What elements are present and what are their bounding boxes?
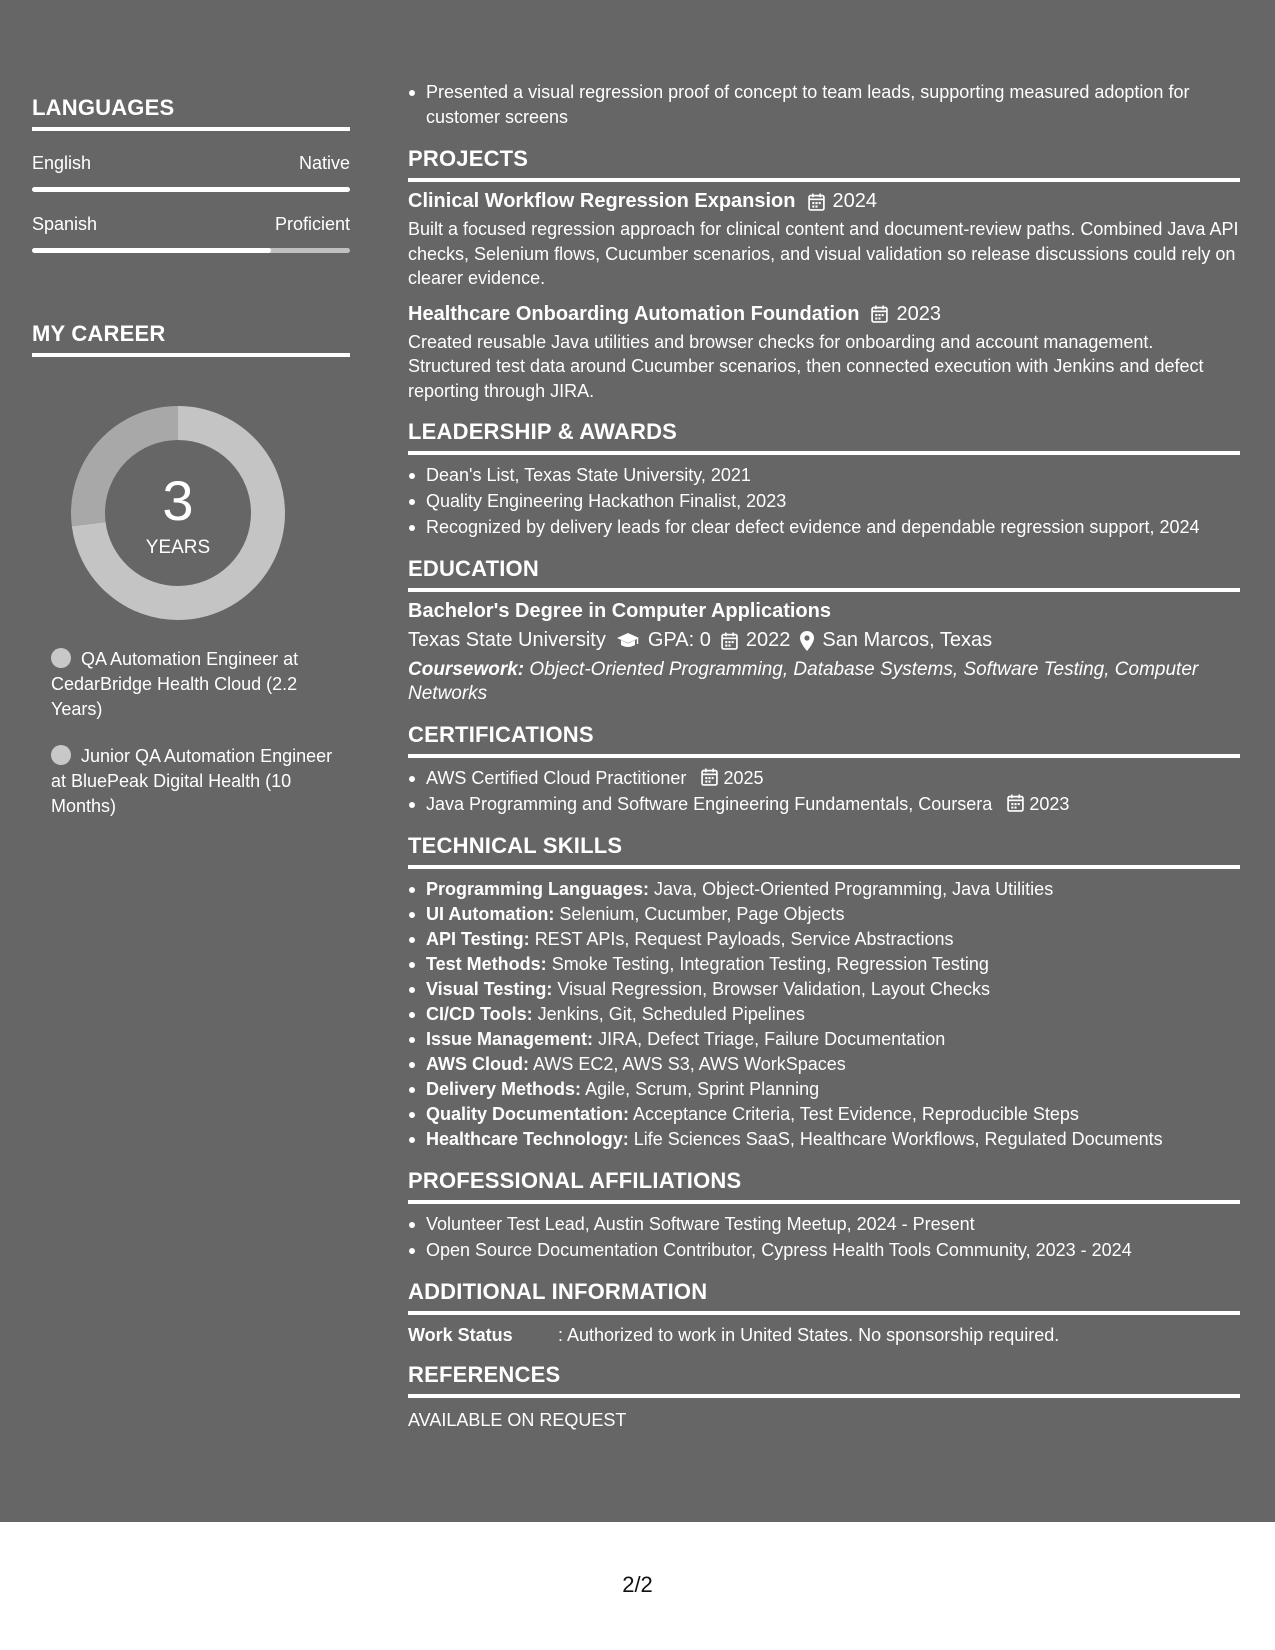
skill-value: Acceptance Criteria, Test Evidence, Reproducible Steps (633, 1104, 1079, 1124)
graduation-cap-icon (616, 632, 640, 650)
work-status-label: Work Status (408, 1325, 513, 1345)
skill-label: Quality Documentation: (426, 1104, 630, 1124)
skill-value: Life Sciences SaaS, Healthcare Workflows, Regulated Documents (633, 1129, 1163, 1149)
career-years-label: YEARS (145, 537, 211, 558)
skill-value: JIRA, Defect Triage, Failure Documentation (598, 1029, 946, 1049)
skills-list (408, 877, 1240, 1152)
skill-item (408, 977, 1240, 1002)
career-item-text: QA Automation Engineer at CedarBridge Health Cloud (2.2 Years) (51, 649, 299, 719)
skills-title: TECHNICAL SKILLS (408, 833, 1240, 869)
skill-item (408, 1102, 1240, 1127)
skill-item (408, 1027, 1240, 1052)
calendar-icon (701, 768, 718, 786)
skill-value: Agile, Scrum, Sprint Planning (585, 1079, 820, 1099)
skill-value: AWS EC2, AWS S3, AWS WorkSpaces (533, 1054, 846, 1074)
skill-value: Visual Regression, Browser Validation, Layout Checks (557, 979, 990, 999)
map-pin-icon (800, 631, 814, 651)
education-year: 2022 (745, 629, 791, 651)
page-number: 2/2 (622, 1572, 653, 1597)
leadership-item: Recognized by delivery leads for clear defect evidence and dependable regression support, 2024 (408, 515, 1240, 540)
skill-value: Java, Object-Oriented Programming, Java Utilities (654, 879, 1054, 899)
language-level: Native (298, 153, 350, 173)
certifications-list (408, 766, 1240, 817)
languages-title: LANGUAGES (32, 95, 350, 131)
education-coursework (408, 658, 1240, 706)
project-description: Created reusable Java utilities and browser checks for onboarding and account management. Structured test data around Cucumber scenarios, then connected execution with Jenkins and defect reporting through JIRA. (408, 331, 1204, 401)
certification-year: 2025 (723, 768, 764, 788)
education-title: EDUCATION (408, 556, 1240, 592)
certification-name: AWS Certified Cloud Practitioner (426, 768, 687, 788)
skill-item (408, 877, 1240, 902)
bullet-dot-icon (51, 745, 71, 765)
skill-label: Issue Management: (426, 1029, 594, 1049)
skill-item (408, 1077, 1240, 1102)
language-item (32, 214, 350, 253)
calendar-icon (721, 632, 738, 650)
skill-value: REST APIs, Request Payloads, Service Abstractions (534, 929, 954, 949)
career-item (51, 647, 341, 722)
left-column (32, 95, 350, 819)
additional-info-title: ADDITIONAL INFORMATION (408, 1279, 1240, 1315)
leadership-title: LEADERSHIP & AWARDS (408, 419, 1240, 455)
skill-value: Jenkins, Git, Scheduled Pipelines (537, 1004, 805, 1024)
career-item-text: Junior QA Automation Engineer at BluePeak Digital Health (10 Months) (51, 746, 333, 816)
leadership-item: Quality Engineering Hackathon Finalist, 2023 (408, 489, 1240, 514)
skill-item (408, 1127, 1240, 1152)
project-item (408, 190, 1240, 291)
skill-item (408, 927, 1240, 952)
skill-label: UI Automation: (426, 904, 555, 924)
project-description: Built a focused regression approach for clinical content and document-review paths. Combined Java API checks, Selenium flows, Cucumber scenarios, and visual validation so release discussions could rely on clearer evidence. (408, 219, 1239, 288)
certifications-title: CERTIFICATIONS (408, 722, 1240, 758)
right-column (408, 80, 1240, 1431)
skill-item (408, 952, 1240, 977)
calendar-icon (808, 193, 825, 211)
skill-label: Programming Languages: (426, 879, 650, 899)
career-years-donut (66, 401, 290, 625)
education-school: Texas State University (408, 629, 606, 651)
skill-value: Selenium, Cucumber, Page Objects (559, 904, 845, 924)
language-level: Proficient (274, 214, 350, 234)
language-name: Spanish (32, 214, 98, 234)
education-degree: Bachelor's Degree in Computer Applications (408, 600, 831, 622)
references-title: REFERENCES (408, 1362, 1240, 1398)
skill-label: Visual Testing: (426, 979, 553, 999)
skill-label: API Testing: (426, 929, 530, 949)
education-gpa: GPA: 0 (647, 629, 711, 651)
affiliation-item: Open Source Documentation Contributor, Cypress Health Tools Community, 2023 - 2024 (408, 1238, 1240, 1263)
skill-item (408, 1002, 1240, 1027)
language-item (32, 153, 350, 192)
certification-name: Java Programming and Software Engineering Fundamentals, Coursera (426, 794, 993, 814)
project-item (408, 303, 1240, 404)
education-location: San Marcos, Texas (822, 629, 993, 651)
projects-title: PROJECTS (408, 146, 1240, 182)
career-item (51, 744, 341, 819)
skill-label: AWS Cloud: (426, 1054, 529, 1074)
skill-label: Healthcare Technology: (426, 1129, 629, 1149)
career-title: MY CAREER (32, 321, 350, 357)
project-year: 2023 (896, 302, 941, 325)
affiliation-item: Volunteer Test Lead, Austin Software Testing Meetup, 2024 - Present (408, 1212, 1240, 1237)
language-level-bar (32, 187, 350, 192)
education-meta (408, 629, 1240, 652)
experience-bullet: Presented a visual regression proof of concept to team leads, supporting measured adoption for customer screens (408, 80, 1240, 130)
skill-label: Test Methods: (426, 954, 547, 974)
project-name: Healthcare Onboarding Automation Foundation (408, 302, 860, 325)
references-text: AVAILABLE ON REQUEST (408, 1410, 627, 1430)
project-year: 2024 (832, 190, 877, 212)
coursework-label: Coursework: (408, 659, 525, 680)
calendar-icon (871, 305, 888, 323)
skill-label: CI/CD Tools: (426, 1004, 533, 1024)
language-name: English (32, 153, 92, 173)
affiliations-title: PROFESSIONAL AFFILIATIONS (408, 1168, 1240, 1204)
project-name: Clinical Workflow Regression Expansion (408, 190, 796, 212)
skill-value: Smoke Testing, Integration Testing, Regression Testing (551, 954, 989, 974)
skill-item (408, 902, 1240, 927)
work-status-value: : Authorized to work in United States. No sponsorship required. (558, 1325, 1060, 1345)
calendar-icon (1007, 794, 1024, 812)
work-status-row (408, 1325, 1240, 1346)
bullet-dot-icon (51, 648, 71, 668)
experience-bullets (408, 80, 1240, 130)
leadership-item: Dean's List, Texas State University, 2021 (408, 463, 1240, 488)
affiliations-list (408, 1212, 1240, 1263)
leadership-list (408, 463, 1240, 540)
language-level-bar (32, 248, 350, 253)
skill-item (408, 1052, 1240, 1077)
certification-item (408, 766, 1240, 791)
certification-item (408, 792, 1240, 817)
skill-label: Delivery Methods: (426, 1079, 582, 1099)
career-years-value: 3 (162, 469, 194, 532)
certification-year: 2023 (1029, 794, 1070, 814)
coursework-text: Object-Oriented Programming, Database Systems, Software Testing, Computer Networks (408, 659, 1199, 704)
